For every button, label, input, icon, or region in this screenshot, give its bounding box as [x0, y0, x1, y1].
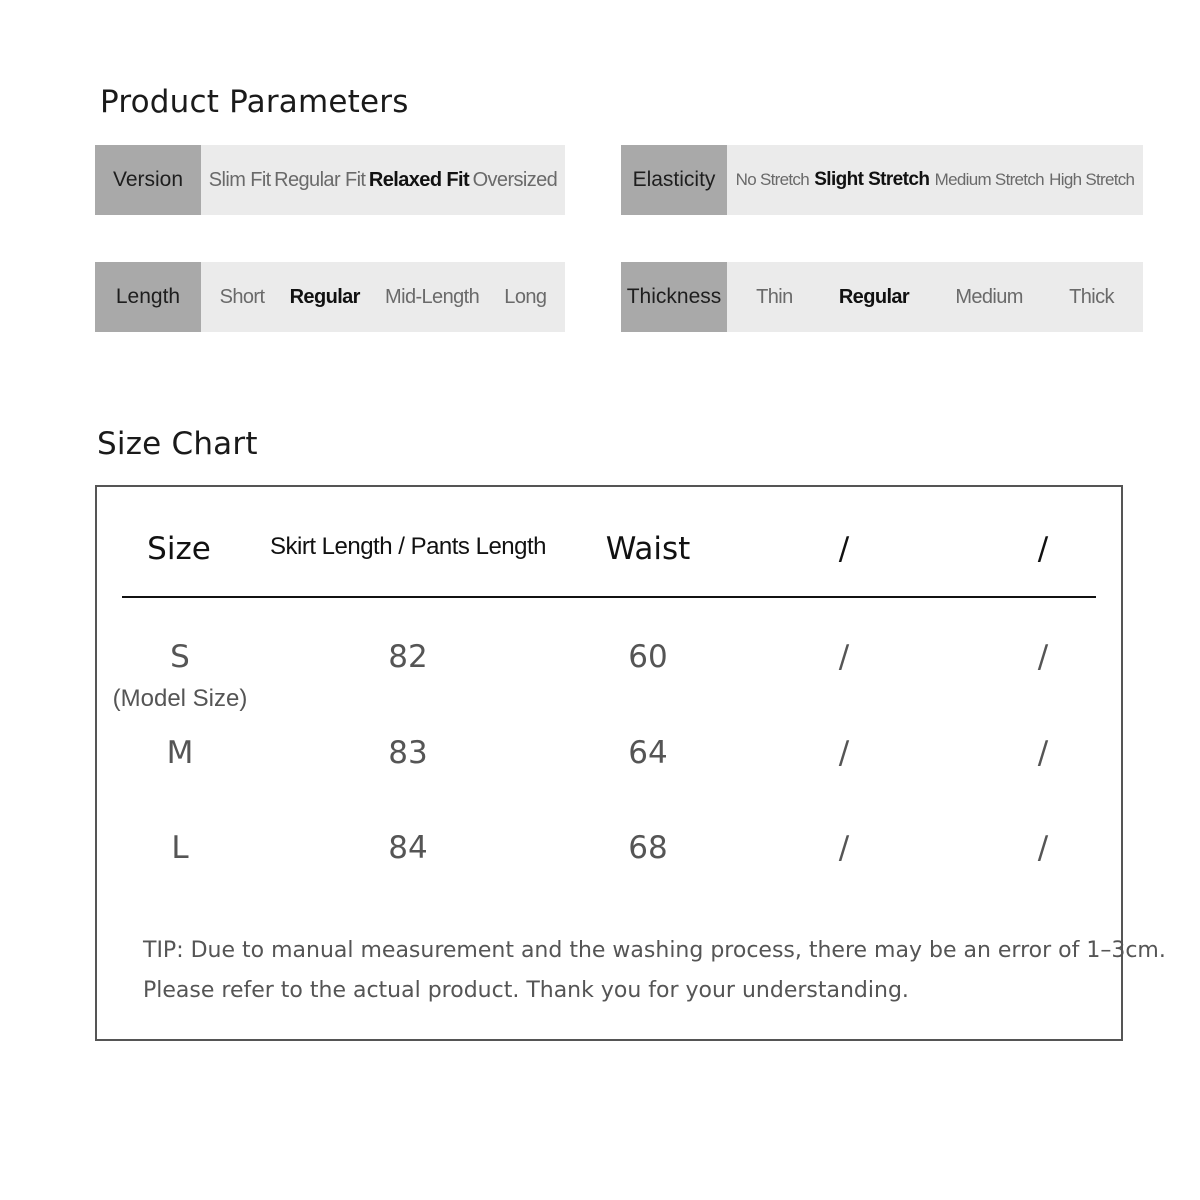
param-label-elasticity: Elasticity — [621, 145, 727, 215]
skirt-length-cell: 82 — [388, 639, 428, 675]
param-label-thickness: Thickness — [621, 262, 727, 332]
product-parameters-title: Product Parameters — [100, 84, 409, 120]
skirt-length-cell: 83 — [388, 735, 428, 771]
header-skirt-length: Skirt Length / Pants Length — [269, 533, 547, 560]
param-row-length — [95, 262, 565, 332]
col5-cell: / — [1037, 639, 1049, 675]
col4-cell: / — [838, 639, 850, 675]
size-cell: M — [166, 735, 194, 771]
param-option: Medium — [955, 285, 1023, 308]
col4-cell: / — [838, 735, 850, 771]
param-option: Regular Fit — [274, 168, 366, 191]
param-row-elasticity — [621, 145, 1143, 215]
skirt-length-cell: 84 — [388, 830, 428, 866]
size-cell: S — [170, 639, 190, 675]
param-options-elasticity — [727, 145, 1143, 215]
param-option-selected: Slight Stretch — [814, 169, 930, 190]
param-options-thickness — [727, 262, 1143, 332]
model-size-note: (Model Size) — [112, 685, 248, 712]
param-option-selected: Relaxed Fit — [368, 168, 470, 191]
size-chart-title: Size Chart — [97, 426, 258, 462]
param-option: Thick — [1069, 285, 1114, 308]
header-size: Size — [147, 531, 211, 567]
param-option-selected: Regular — [838, 285, 910, 308]
param-label-version: Version — [95, 145, 201, 215]
tip-line-2: Please refer to the actual product. Thank you for your understanding. — [143, 978, 909, 1003]
header-col5: / — [1037, 531, 1049, 567]
param-option: Medium Stretch — [934, 170, 1044, 189]
header-divider — [122, 596, 1096, 598]
tip-line-1: TIP: Due to manual measurement and the washing process, there may be an error of 1–3cm. — [143, 938, 1166, 963]
header-col4: / — [838, 531, 850, 567]
param-option: Slim Fit — [208, 168, 271, 191]
col5-cell: / — [1037, 735, 1049, 771]
param-options-version — [201, 145, 565, 215]
size-chart-table — [95, 485, 1166, 1041]
param-row-version — [95, 145, 565, 215]
param-option: Short — [219, 285, 265, 308]
param-option: Thin — [756, 285, 793, 308]
param-option: Long — [504, 285, 547, 308]
param-option: No Stretch — [735, 170, 809, 189]
param-row-thickness — [621, 262, 1143, 332]
param-options-length — [201, 262, 565, 332]
col5-cell: / — [1037, 830, 1049, 866]
param-label-length: Length — [95, 262, 201, 332]
col4-cell: / — [838, 830, 850, 866]
param-option: High Stretch — [1049, 170, 1135, 189]
header-waist: Waist — [605, 531, 691, 567]
waist-cell: 64 — [628, 735, 668, 771]
param-option-selected: Regular — [289, 285, 360, 308]
param-option: Mid-Length — [385, 285, 480, 308]
waist-cell: 68 — [628, 830, 668, 866]
waist-cell: 60 — [628, 639, 668, 675]
param-option: Oversized — [472, 168, 558, 191]
size-cell: L — [171, 830, 189, 866]
